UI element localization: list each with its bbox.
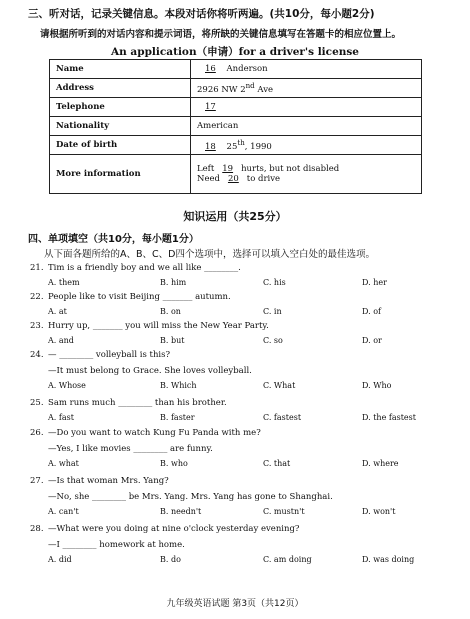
value-text: Anderson [226,64,268,74]
option-c: C. am doing [263,555,312,564]
option-b: B. Which [160,381,197,390]
option-c: C. fastest [263,413,302,422]
form-row-nationality [50,117,422,136]
option-c: C. so [263,336,283,345]
application-form [49,59,422,194]
option-b: B. who [160,459,188,468]
page-footer: 九年级英语试题 第3页（共12页） [166,599,304,609]
option-d: D. of [362,307,381,316]
blank-19: 19 [222,164,234,174]
question-text: Sam runs much ________ than his brother. [48,398,227,408]
row-label: Name [50,60,191,79]
value-text: 25 [226,141,238,152]
value-text: Need [197,174,220,184]
option-a: A. them [48,278,80,287]
value-sup: nd [245,81,255,91]
question-text: —What were you doing at nine o'clock yesterday evening? [48,524,300,534]
question-text: People like to visit Beijing _______ autumn. [48,292,231,302]
form-row-dob [50,136,422,155]
question-text: —Do you want to watch Kung Fu Panda with me? [48,428,261,438]
option-d: D. Who [362,381,392,390]
row-label: More information [50,155,191,194]
row-value [191,79,422,98]
option-c: C. mustn't [263,507,305,516]
option-c: C. What [263,381,296,390]
part-heading: 知识运用（共25分） [183,210,287,223]
option-a: A. at [48,307,67,316]
blank-16: 16 [205,64,216,74]
option-d: D. where [362,459,399,468]
question-reply: —I ________ homework at home. [48,540,185,550]
form-row-more [50,155,422,194]
option-b: B. needn't [160,507,202,516]
option-a: A. fast [48,413,74,422]
option-d: D. won't [362,507,396,516]
option-a: A. did [48,555,72,564]
form-row-telephone [50,98,422,117]
row-label: Telephone [50,98,191,117]
question-number: 25. [30,398,44,408]
section4-heading: 四、单项填空（共10分，每小题1分） [28,234,199,245]
option-a: A. what [48,459,79,468]
option-b: B. but [160,336,185,345]
question-number: 27. [30,476,44,486]
question-text: Hurry up, _______ you will miss the New Year Party. [48,321,269,331]
option-b: B. do [160,555,181,564]
row-value: American [191,117,422,136]
section4-instruction: 从下面各题所给的A、B、C、D四个选项中，选择可以填入空白处的最佳选项。 [44,249,375,260]
option-d: D. was doing [362,555,415,564]
option-c: C. that [263,459,291,468]
option-b: B. on [160,307,181,316]
option-b: B. faster [160,413,195,422]
option-d: D. the fastest [362,413,416,422]
question-text: — ________ volleyball is this? [48,350,171,360]
question-reply: —No, she ________ be Mrs. Yang. Mrs. Yang has gone to Shanghai. [48,492,333,502]
value-sup: th [237,138,245,148]
question-number: 23. [30,321,44,331]
option-a: A. Whose [48,381,86,390]
section3-instruction: 请根据所听到的对话内容和提示词语，将所缺的关键信息填写在答题卡的相应位置上。 [40,29,402,40]
section3-heading: 三、听对话，记录关键信息。本段对话你将听两遍。(共10分，每小题2分) [28,8,375,20]
row-value [191,136,422,155]
question-number: 26. [30,428,44,438]
question-number: 24. [30,350,44,360]
value-text: 2926 NW 2 [197,84,246,95]
question-reply: —Yes, I like movies ________ are funny. [48,444,213,454]
value-text: , 1990 [244,141,272,152]
blank-17: 17 [205,102,216,112]
value-text: to drive [246,174,281,184]
form-row-address [50,79,422,98]
question-number: 22. [30,292,44,302]
row-label: Nationality [50,117,191,136]
question-reply: —It must belong to Grace. She loves volleyball. [48,366,252,376]
option-b: B. him [160,278,187,287]
option-d: D. or [362,336,382,345]
row-label: Address [50,79,191,98]
row-value [191,155,422,194]
question-number: 28. [30,524,44,534]
option-a: A. can't [48,507,79,516]
value-text: Ave [257,84,274,95]
row-label: Date of birth [50,136,191,155]
option-d: D. her [362,278,387,287]
blank-18: 18 [205,141,216,152]
option-a: A. and [48,336,74,345]
row-value [191,60,422,79]
question-text: Tim is a friendly boy and we all like ________. [48,263,241,273]
form-row-name [50,60,422,79]
value-text: hurts, but not disabled [241,164,340,174]
option-c: C. his [263,278,286,287]
value-text: Left [197,164,215,174]
option-c: C. in [263,307,282,316]
question-text: —Is that woman Mrs. Yang? [48,476,169,486]
question-number: 21. [30,263,44,273]
row-value [191,98,422,117]
blank-20: 20 [227,174,239,184]
form-title: An application（申请）for a driver's license [111,46,359,58]
